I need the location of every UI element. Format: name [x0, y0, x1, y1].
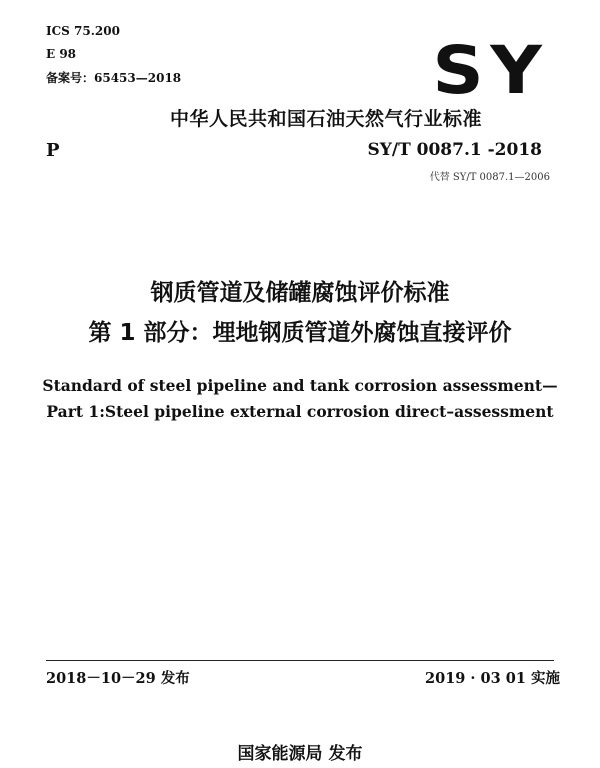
title-en-line2: Part 1:Steel pipeline external corrosion direct–assessment	[46, 402, 554, 421]
publisher: 国家能源局 发布	[237, 744, 363, 764]
category-letter: P	[46, 140, 60, 161]
title-cn-line2: 第 1 部分：埋地钢质管道外腐蚀直接评价	[88, 320, 512, 346]
industry-standard-heading: 中华人民共和国石油天然气行业标准	[170, 108, 483, 130]
sy-logo: SY	[432, 32, 548, 109]
replaces-note: 代替 SY/T 0087.1—2006	[429, 172, 550, 183]
implementation-date: 2019 · 03 01 实施	[425, 670, 560, 687]
issue-date: 2018－10－29 发布	[46, 670, 190, 687]
divider-line	[46, 660, 554, 661]
title-cn-line1: 钢质管道及储罐腐蚀评价标准	[150, 280, 450, 306]
standard-number: SY/T 0087.1 -2018	[367, 140, 542, 160]
ics-code: ICS 75.200	[46, 24, 120, 38]
ccs-code: E 98	[46, 47, 77, 61]
filing-number: 备案号：65453—2018	[46, 71, 182, 85]
title-en-line1: Standard of steel pipeline and tank corrosion assessment—	[42, 376, 558, 395]
